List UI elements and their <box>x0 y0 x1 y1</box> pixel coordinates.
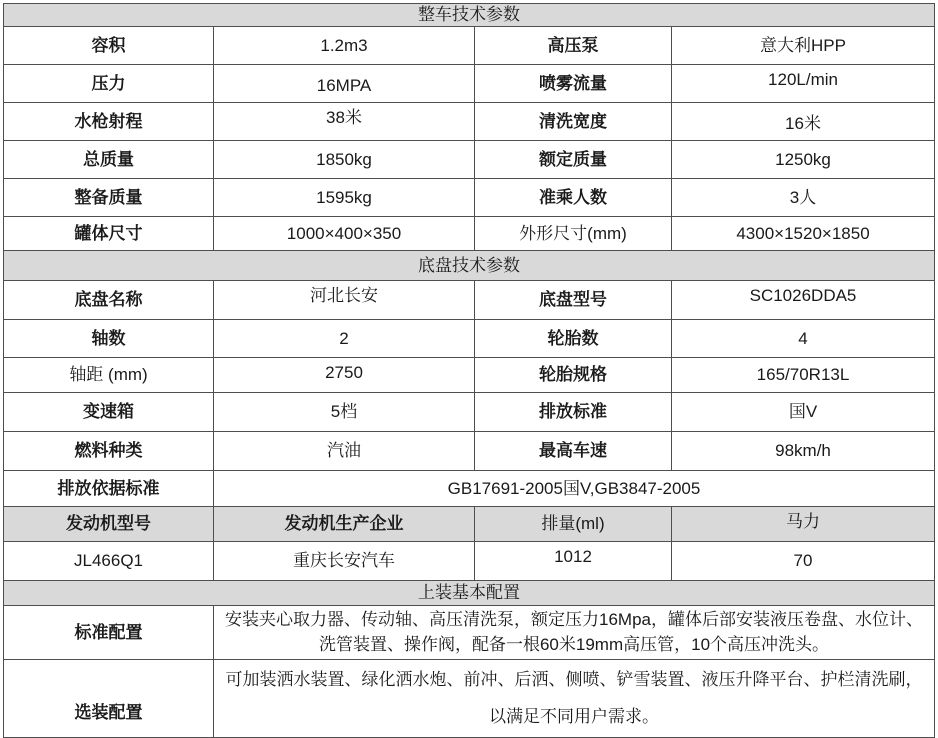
spec-value-gross-mass: 1850kg <box>214 141 475 179</box>
spec-value-fuel-type: 汽油 <box>214 432 475 471</box>
spec-value-tire-spec: 165/70R13L <box>672 358 935 393</box>
engine-header-row <box>4 507 935 542</box>
table-row <box>4 27 935 65</box>
spec-value-spray-flow: 120L/min <box>672 65 935 103</box>
spec-label-volume: 容积 <box>4 27 214 65</box>
spec-label-curb-mass: 整备质量 <box>4 179 214 217</box>
table-row <box>4 141 935 179</box>
engine-header-model: 发动机型号 <box>4 507 214 542</box>
section-title-chassis: 底盘技术参数 <box>4 251 935 281</box>
table-row <box>4 103 935 141</box>
spec-label-spray-flow: 喷雾流量 <box>475 65 672 103</box>
spec-value-overall-size: 4300×1520×1850 <box>672 217 935 251</box>
table-row <box>4 281 935 320</box>
table-row <box>4 179 935 217</box>
spec-value-rated-mass: 1250kg <box>672 141 935 179</box>
section-title-vehicle: 整车技术参数 <box>4 4 935 27</box>
table-row <box>4 65 935 103</box>
spec-label-passengers: 准乘人数 <box>475 179 672 217</box>
table-row <box>4 606 935 660</box>
spec-value-jet-range: 38米 <box>214 103 475 141</box>
vehicle-spec-table <box>3 3 935 738</box>
engine-value-horsepower: 70 <box>672 542 935 581</box>
spec-value-tank-size: 1000×400×350 <box>214 217 475 251</box>
spec-label-gross-mass: 总质量 <box>4 141 214 179</box>
config-label-standard: 标准配置 <box>4 606 214 660</box>
spec-value-max-speed: 98km/h <box>672 432 935 471</box>
spec-value-curb-mass: 1595kg <box>214 179 475 217</box>
spec-label-wheelbase: 轴距 (mm) <box>4 358 214 393</box>
spec-label-emission-basis: 排放依据标准 <box>4 471 214 507</box>
spec-value-axles: 2 <box>214 320 475 358</box>
engine-value-model: JL466Q1 <box>4 542 214 581</box>
spec-value-pressure: 16MPA <box>214 65 475 103</box>
spec-label-tank-size: 罐体尺寸 <box>4 217 214 251</box>
spec-label-tire-spec: 轮胎规格 <box>475 358 672 393</box>
spec-label-max-speed: 最高车速 <box>475 432 672 471</box>
section-header-row <box>4 4 935 27</box>
spec-value-chassis-model: SC1026DDA5 <box>672 281 935 320</box>
engine-value-displacement: 1012 <box>475 542 672 581</box>
engine-header-manufacturer: 发动机生产企业 <box>214 507 475 542</box>
spec-label-chassis-name: 底盘名称 <box>4 281 214 320</box>
spec-label-pump: 高压泵 <box>475 27 672 65</box>
spec-label-overall-size: 外形尺寸(mm) <box>475 217 672 251</box>
spec-label-jet-range: 水枪射程 <box>4 103 214 141</box>
spec-label-rated-mass: 额定质量 <box>475 141 672 179</box>
spec-value-emission-std: 国V <box>672 393 935 432</box>
spec-value-emission-basis: GB17691-2005国V,GB3847-2005 <box>214 471 935 507</box>
spec-label-emission-std: 排放标准 <box>475 393 672 432</box>
engine-value-manufacturer: 重庆长安汽车 <box>214 542 475 581</box>
spec-value-wheelbase: 2750 <box>214 358 475 393</box>
section-title-body-config: 上装基本配置 <box>4 581 935 606</box>
section-header-row <box>4 251 935 281</box>
spec-label-fuel-type: 燃料种类 <box>4 432 214 471</box>
spec-label-tire-count: 轮胎数 <box>475 320 672 358</box>
spec-value-gearbox: 5档 <box>214 393 475 432</box>
spec-value-clean-width: 16米 <box>672 103 935 141</box>
table-row <box>4 660 935 738</box>
engine-value-row <box>4 542 935 581</box>
engine-header-horsepower: 马力 <box>672 507 935 542</box>
table-row <box>4 320 935 358</box>
spec-value-chassis-name: 河北长安 <box>214 281 475 320</box>
table-row <box>4 358 935 393</box>
spec-label-axles: 轴数 <box>4 320 214 358</box>
table-row <box>4 217 935 251</box>
spec-value-tire-count: 4 <box>672 320 935 358</box>
section-header-row <box>4 581 935 606</box>
spec-value-passengers: 3人 <box>672 179 935 217</box>
spec-value-volume: 1.2m3 <box>214 27 475 65</box>
spec-label-chassis-model: 底盘型号 <box>475 281 672 320</box>
spec-label-clean-width: 清洗宽度 <box>475 103 672 141</box>
table-row <box>4 393 935 432</box>
table-row <box>4 432 935 471</box>
spec-label-gearbox: 变速箱 <box>4 393 214 432</box>
spec-value-pump: 意大利HPP <box>672 27 935 65</box>
spec-label-pressure: 压力 <box>4 65 214 103</box>
config-value-optional: 可加装洒水装置、绿化洒水炮、前冲、后洒、侧喷、铲雪装置、液压升降平台、护栏清洗刷，以满足不同用户需求。 <box>214 660 935 738</box>
config-label-optional: 选装配置 <box>4 660 214 738</box>
engine-header-displacement: 排量(ml) <box>475 507 672 542</box>
table-row <box>4 471 935 507</box>
config-value-standard: 安装夹心取力器、传动轴、高压清洗泵，额定压力16Mpa，罐体后部安装液压卷盘、水位计、洗管装置、操作阀，配备一根60米19mm高压管，10个高压冲洗头。 <box>214 606 935 660</box>
